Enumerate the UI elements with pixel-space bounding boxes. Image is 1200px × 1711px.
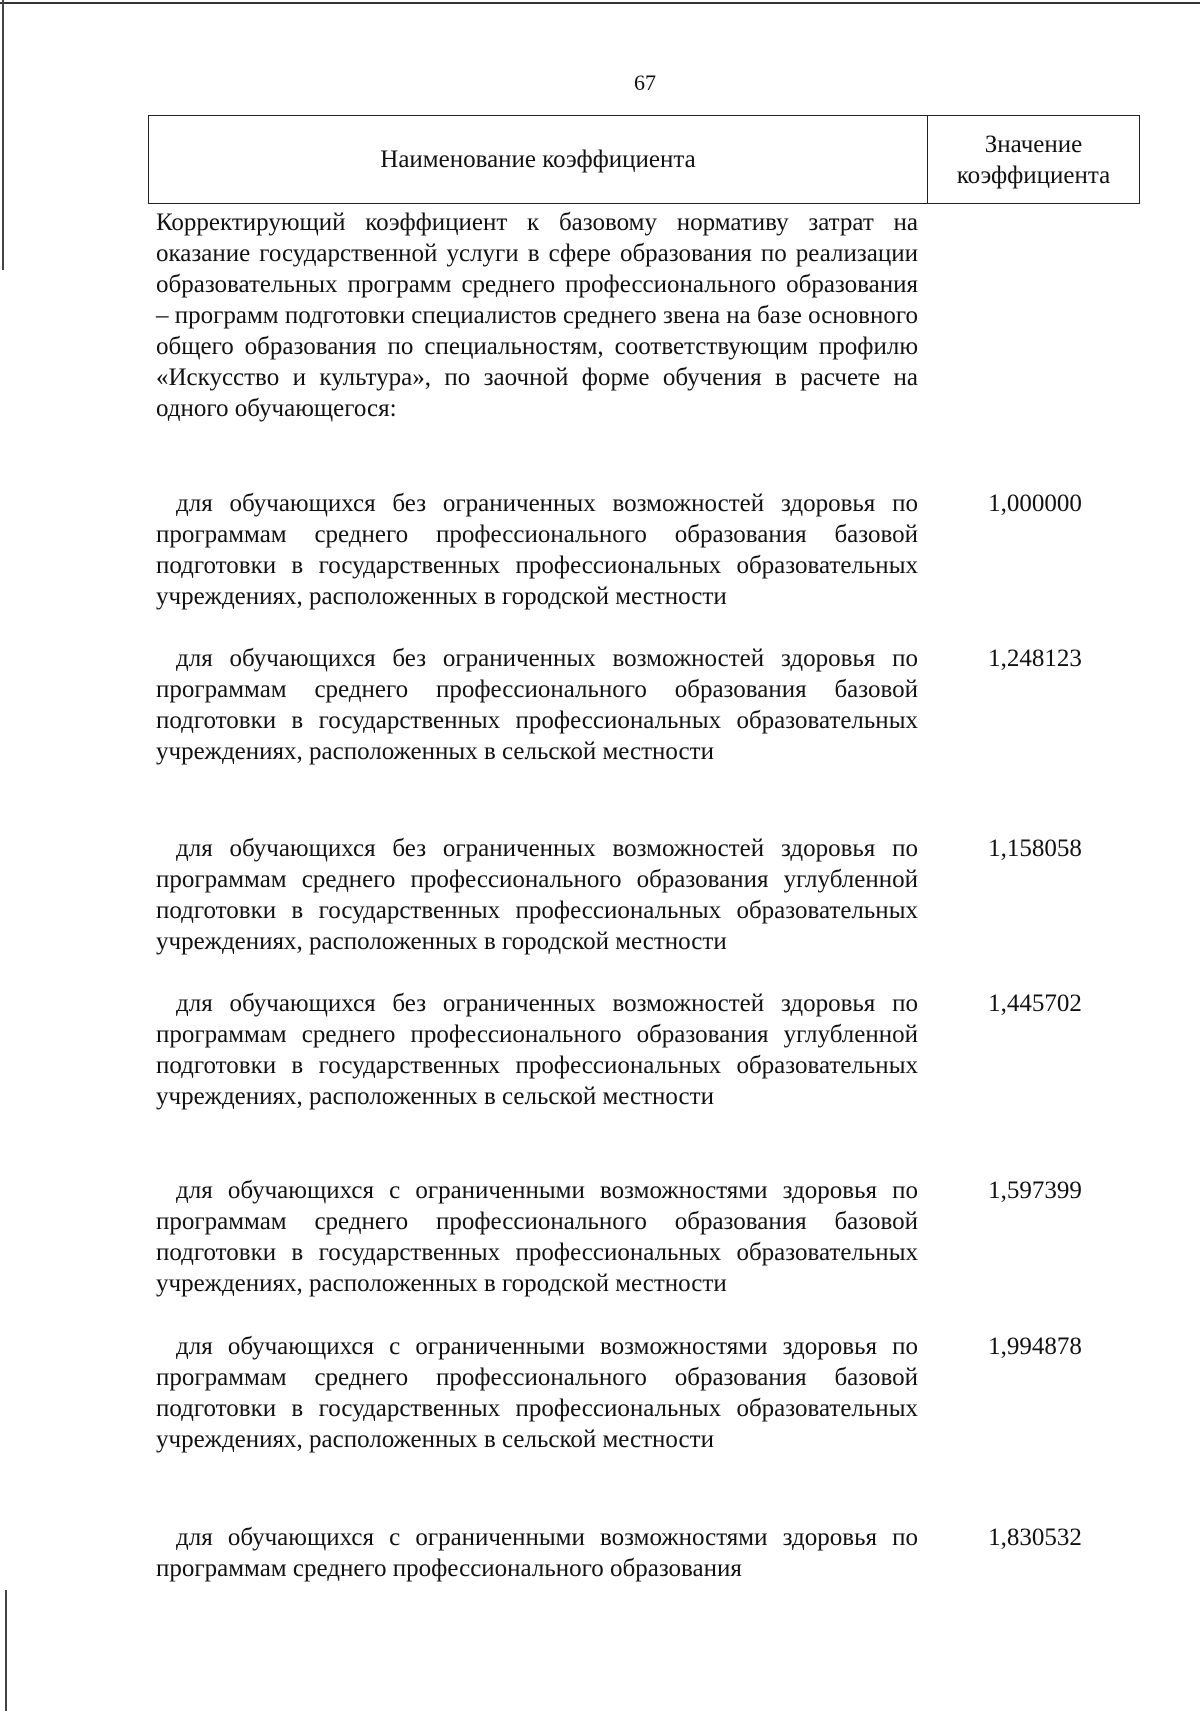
row-text-6: для обучающихся с ограниченными возможностями здоровья по программам среднего профессионального образования базовой подготовки в государственных профессиональных образовательных учреждениях, расположенных в сельской местности — [156, 1333, 918, 1453]
row-value-4: 1,445702 — [988, 990, 1082, 1017]
row-value-3: 1,158058 — [988, 835, 1082, 862]
row-text-2: для обучающихся без ограниченных возможностей здоровья по программам среднего профессионального образования базовой подготовки в государственных профессиональных образовательных учреждениях, расположенных в сельской местности — [156, 645, 918, 765]
header-value-column — [928, 116, 1139, 203]
scan-edge-left — [2, 0, 4, 270]
page-number: 67 — [634, 70, 656, 95]
scan-edge-left-bottom — [5, 1590, 7, 1711]
row-text-1: для обучающихся без ограниченных возможностей здоровья по программам среднего профессионального образования базовой подготовки в государственных профессиональных образовательных учреждениях, расположенных в городской местности — [156, 490, 918, 610]
row-value-6: 1,994878 — [988, 1333, 1082, 1360]
row-value-2: 1,248123 — [988, 645, 1082, 672]
row-value-5: 1,597399 — [988, 1177, 1082, 1204]
header-value-line1: Значение — [984, 130, 1083, 158]
row-value-1: 1,000000 — [988, 490, 1082, 517]
header-value-line2: коэффициента — [956, 161, 1111, 189]
scan-edge-top — [0, 2, 1200, 4]
header-name-column: Наименование коэффициента — [149, 116, 928, 203]
intro-paragraph: Корректирующий коэффициент к базовому нормативу затрат на оказание государственной услуги в сфере образования по реализации образовательных программ среднего профессионального образования – программ подготовки специалистов среднего звена на базе основного общего образования по специальностям, соответствующим профилю «Искусство и культура», по заочной форме обучения в расчете на одного обучающегося: — [156, 209, 918, 422]
table-header — [148, 115, 1140, 204]
row-text-3: для обучающихся без ограниченных возможностей здоровья по программам среднего профессионального образования углубленной подготовки в государственных профессиональных образовательных учреждениях, расположенных в городской местности — [156, 835, 918, 955]
row-text-4: для обучающихся без ограниченных возможностей здоровья по программам среднего профессионального образования углубленной подготовки в государственных профессиональных образовательных учреждениях, расположенных в сельской местности — [156, 990, 918, 1110]
row-text-5: для обучающихся с ограниченными возможностями здоровья по программам среднего профессионального образования базовой подготовки в государственных профессиональных образовательных учреждениях, расположенных в городской местности — [156, 1177, 918, 1297]
row-value-7: 1,830532 — [988, 1524, 1082, 1551]
row-text-7: для обучающихся с ограниченными возможностями здоровья по программам среднего профессионального образования — [156, 1524, 918, 1582]
